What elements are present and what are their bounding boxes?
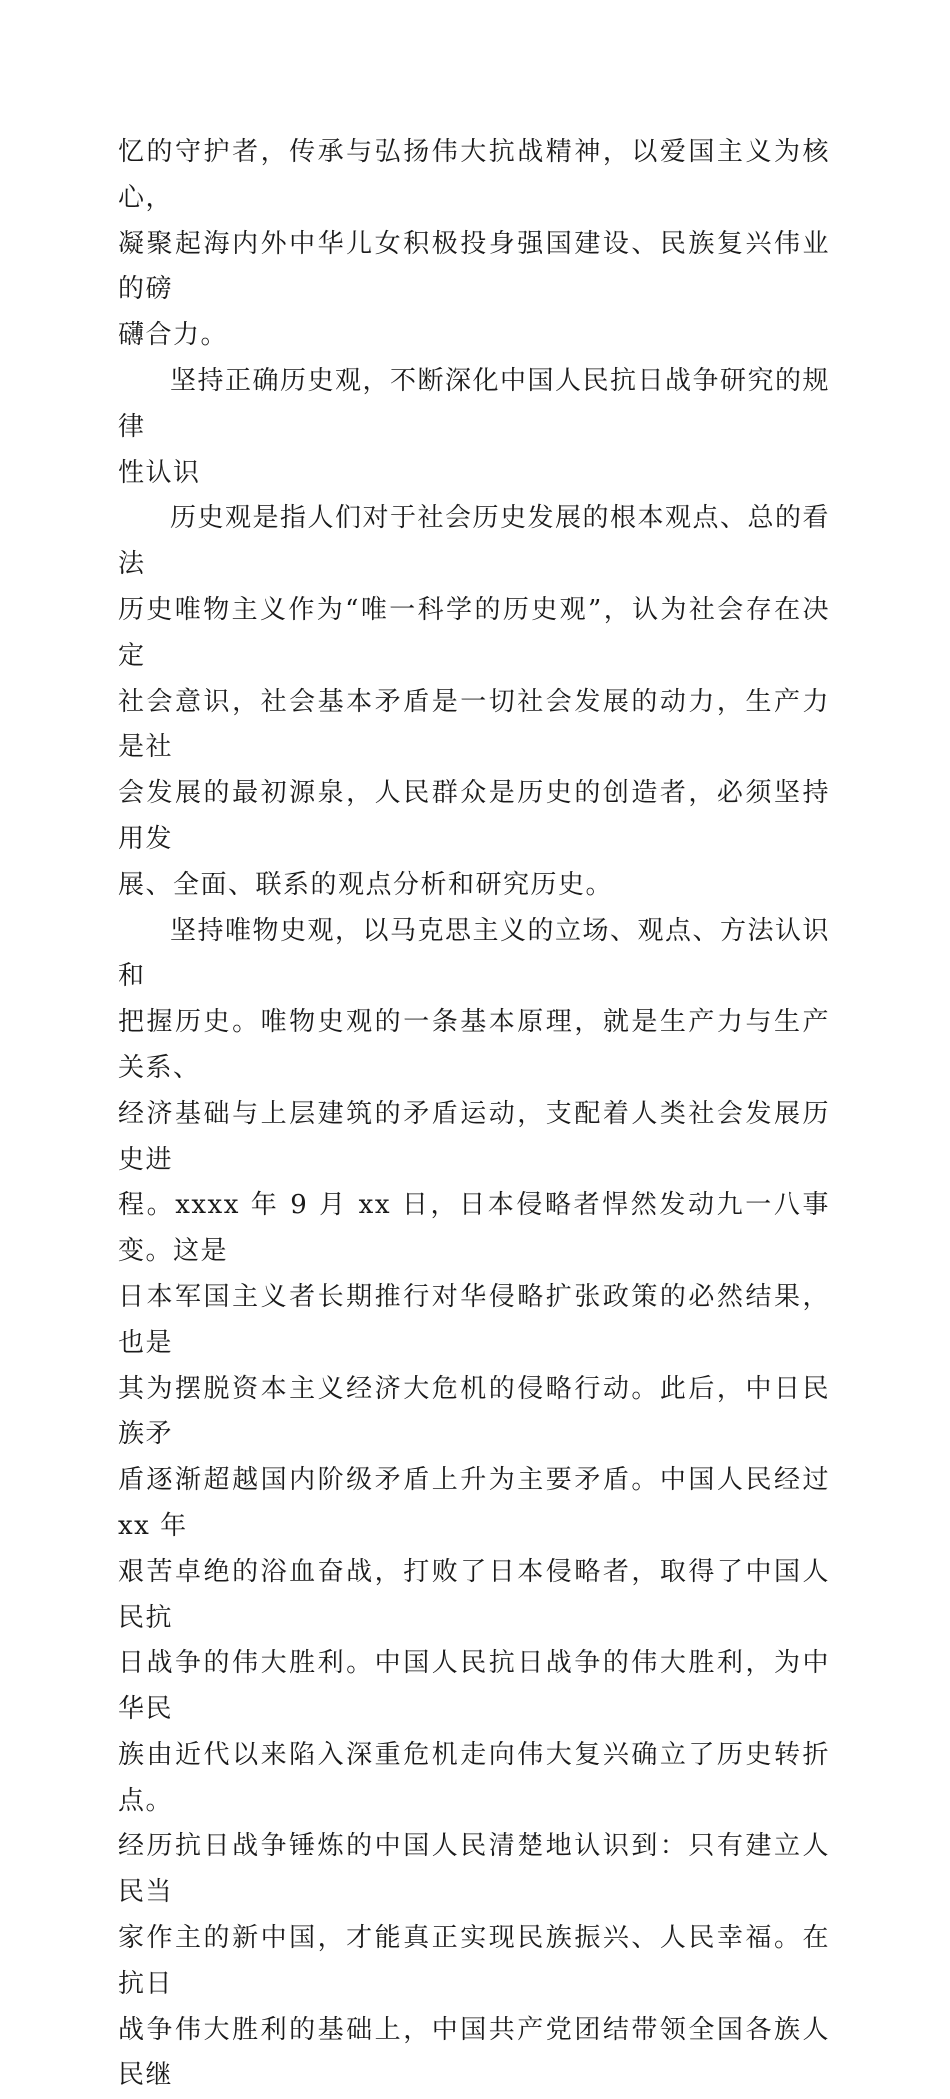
text-line: 坚持正确历史观，不断深化中国人民抗日战争研究的规律 <box>118 365 831 442</box>
text-line: 把握历史。唯物史观的一条基本原理，就是生产力与生产关系、 <box>118 1007 830 1083</box>
text-line: 坚持唯物史观，以马克思主义的立场、观点、方法认识和 <box>118 915 831 992</box>
text-line: 忆的守护者，传承与弘扬伟大抗战精神，以爱国主义为核心， <box>118 137 830 213</box>
text-line: 性认识 <box>118 457 201 488</box>
text-line: 展、全面、联系的观点分析和研究历史。 <box>118 869 614 900</box>
text-line: 其为摆脱资本主义经济大危机的侵略行动。此后，中日民族矛 <box>118 1373 830 1450</box>
text-line: 日本军国主义者长期推行对华侵略扩张政策的必然结果，也是 <box>118 1281 830 1358</box>
text-line: 凝聚起海内外中华儿女积极投身强国建设、民族复兴伟业的磅 <box>118 228 830 305</box>
paragraph-materialism <box>118 909 830 2099</box>
text-line: 日战争的伟大胜利。中国人民抗日战争的伟大胜利，为中华民 <box>118 1648 830 1725</box>
text-line: 程。xxxx 年 9 月 xx 日，日本侵略者悍然发动九一八事变。这是 <box>118 1190 830 1267</box>
text-line: 家作主的新中国，才能真正实现民族振兴、人民幸福。在抗日 <box>118 1923 830 1999</box>
text-line: 盾逐渐超越国内阶级矛盾上升为主要矛盾。中国人民经过 xx 年 <box>118 1465 830 1541</box>
body-text <box>118 130 830 2099</box>
paragraph-historical-view <box>118 496 830 908</box>
text-line: 礴合力。 <box>118 320 229 351</box>
text-line: 社会意识，社会基本矛盾是一切社会发展的动力，生产力是社 <box>118 686 830 763</box>
paragraph-continued <box>118 130 830 359</box>
text-line: 经历抗日战争锤炼的中国人民清楚地认识到：只有建立人民当 <box>118 1831 830 1908</box>
text-line: 历史观是指人们对于社会历史发展的根本观点、总的看法 <box>118 503 831 580</box>
text-line: 族由近代以来陷入深重危机走向伟大复兴确立了历史转折点。 <box>118 1739 830 1816</box>
section-heading <box>118 359 830 496</box>
text-line: 经济基础与上层建筑的矛盾运动，支配着人类社会发展历史进 <box>118 1098 830 1175</box>
text-line: 战争伟大胜利的基础上，中国共产党团结带领全国各族人民继 <box>118 2014 830 2091</box>
text-line: 会发展的最初源泉，人民群众是历史的创造者，必须坚持用发 <box>118 778 830 854</box>
text-line: 历史唯物主义作为“唯一科学的历史观”，认为社会存在决定 <box>118 594 830 671</box>
text-line: 艰苦卓绝的浴血奋战，打败了日本侵略者，取得了中国人民抗 <box>118 1556 830 1633</box>
